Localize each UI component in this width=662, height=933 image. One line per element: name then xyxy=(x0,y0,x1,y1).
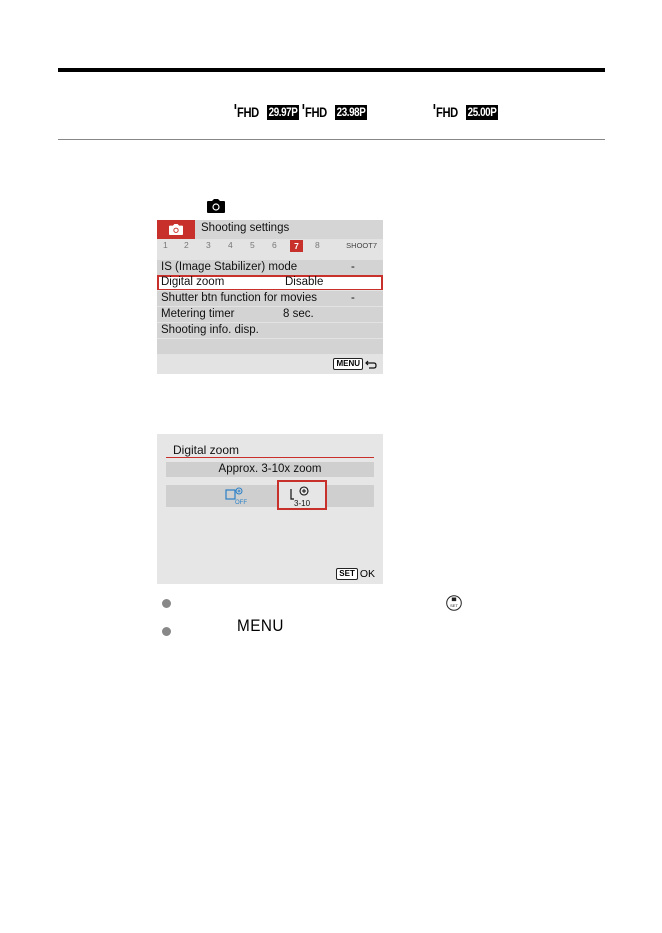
svg-text:OFF: OFF xyxy=(235,500,247,506)
page-tab-2[interactable]: 2 xyxy=(184,240,189,250)
header-rule xyxy=(58,68,605,72)
fhd-2500p-icon: FHD 25.00P xyxy=(436,104,497,120)
page-tab-5[interactable]: 5 xyxy=(250,240,255,250)
set-dial-icon xyxy=(446,595,462,611)
page-tabs xyxy=(157,239,383,253)
page-tab-8[interactable]: 8 xyxy=(315,240,320,250)
zoom-off-option[interactable] xyxy=(225,487,245,505)
zoom-3-10-option[interactable] xyxy=(290,486,316,508)
menu-back-button[interactable] xyxy=(333,358,377,370)
menu-item-label: IS (Image Stabilizer) mode xyxy=(161,261,298,273)
svg-text:SET: SET xyxy=(450,603,458,609)
svg-text:3-10: 3-10 xyxy=(294,499,311,508)
menu-header xyxy=(157,220,383,239)
menu-item-label: Shutter btn function for movies xyxy=(161,292,317,304)
page-tab-7[interactable]: 7 xyxy=(290,240,303,252)
zoom-off-icon xyxy=(225,487,245,505)
shooting-tab[interactable] xyxy=(157,220,195,239)
menu-item-empty xyxy=(157,339,383,354)
menu-item-value: Disable xyxy=(285,276,324,288)
screen-title: Digital zoom xyxy=(173,443,240,457)
menu-item-value: 8 sec. xyxy=(283,308,314,320)
camera-tab-icon xyxy=(169,224,183,235)
menu-item-label: Digital zoom xyxy=(161,276,225,288)
page-tab-3[interactable]: 3 xyxy=(206,240,211,250)
menu-item-value: - xyxy=(351,261,355,273)
zoom-3-10-icon xyxy=(290,486,316,508)
menu-item-shooting-info[interactable] xyxy=(157,323,383,338)
page-tab-6[interactable]: 6 xyxy=(272,240,277,250)
menu-button-label: MENU xyxy=(237,616,284,635)
bullet-1 xyxy=(162,599,171,608)
section-divider xyxy=(58,139,605,140)
digital-zoom-screen xyxy=(157,434,383,584)
set-ok-button[interactable] xyxy=(336,568,375,580)
menu-code: SHOOT7 xyxy=(346,241,377,250)
menu-key: MENU xyxy=(333,358,363,370)
menu-item-label: Shooting info. disp. xyxy=(161,324,259,336)
title-underline xyxy=(166,457,374,458)
zoom-options xyxy=(166,485,374,507)
menu-item-is-mode[interactable] xyxy=(157,260,383,275)
bullet-2 xyxy=(162,627,171,636)
ok-label: OK xyxy=(359,568,375,580)
zoom-description: Approx. 3-10x zoom xyxy=(166,462,374,477)
fhd-2997p-icon: FHD 29.97P xyxy=(237,104,298,120)
menu-item-digital-zoom[interactable] xyxy=(157,275,383,290)
menu-item-shutter-btn[interactable] xyxy=(157,291,383,306)
return-arrow-icon xyxy=(365,360,377,369)
page-tab-4[interactable]: 4 xyxy=(228,240,233,250)
menu-item-metering-timer[interactable] xyxy=(157,307,383,322)
camera-icon xyxy=(207,199,225,213)
fhd-2398p-icon: FHD 23.98P xyxy=(305,104,366,120)
set-key: SET xyxy=(336,568,358,580)
menu-item-label: Metering timer xyxy=(161,308,235,320)
shooting-settings-screen xyxy=(157,220,383,374)
menu-item-value: - xyxy=(351,292,355,304)
menu-title: Shooting settings xyxy=(201,222,290,234)
page-tab-1[interactable]: 1 xyxy=(163,240,168,250)
